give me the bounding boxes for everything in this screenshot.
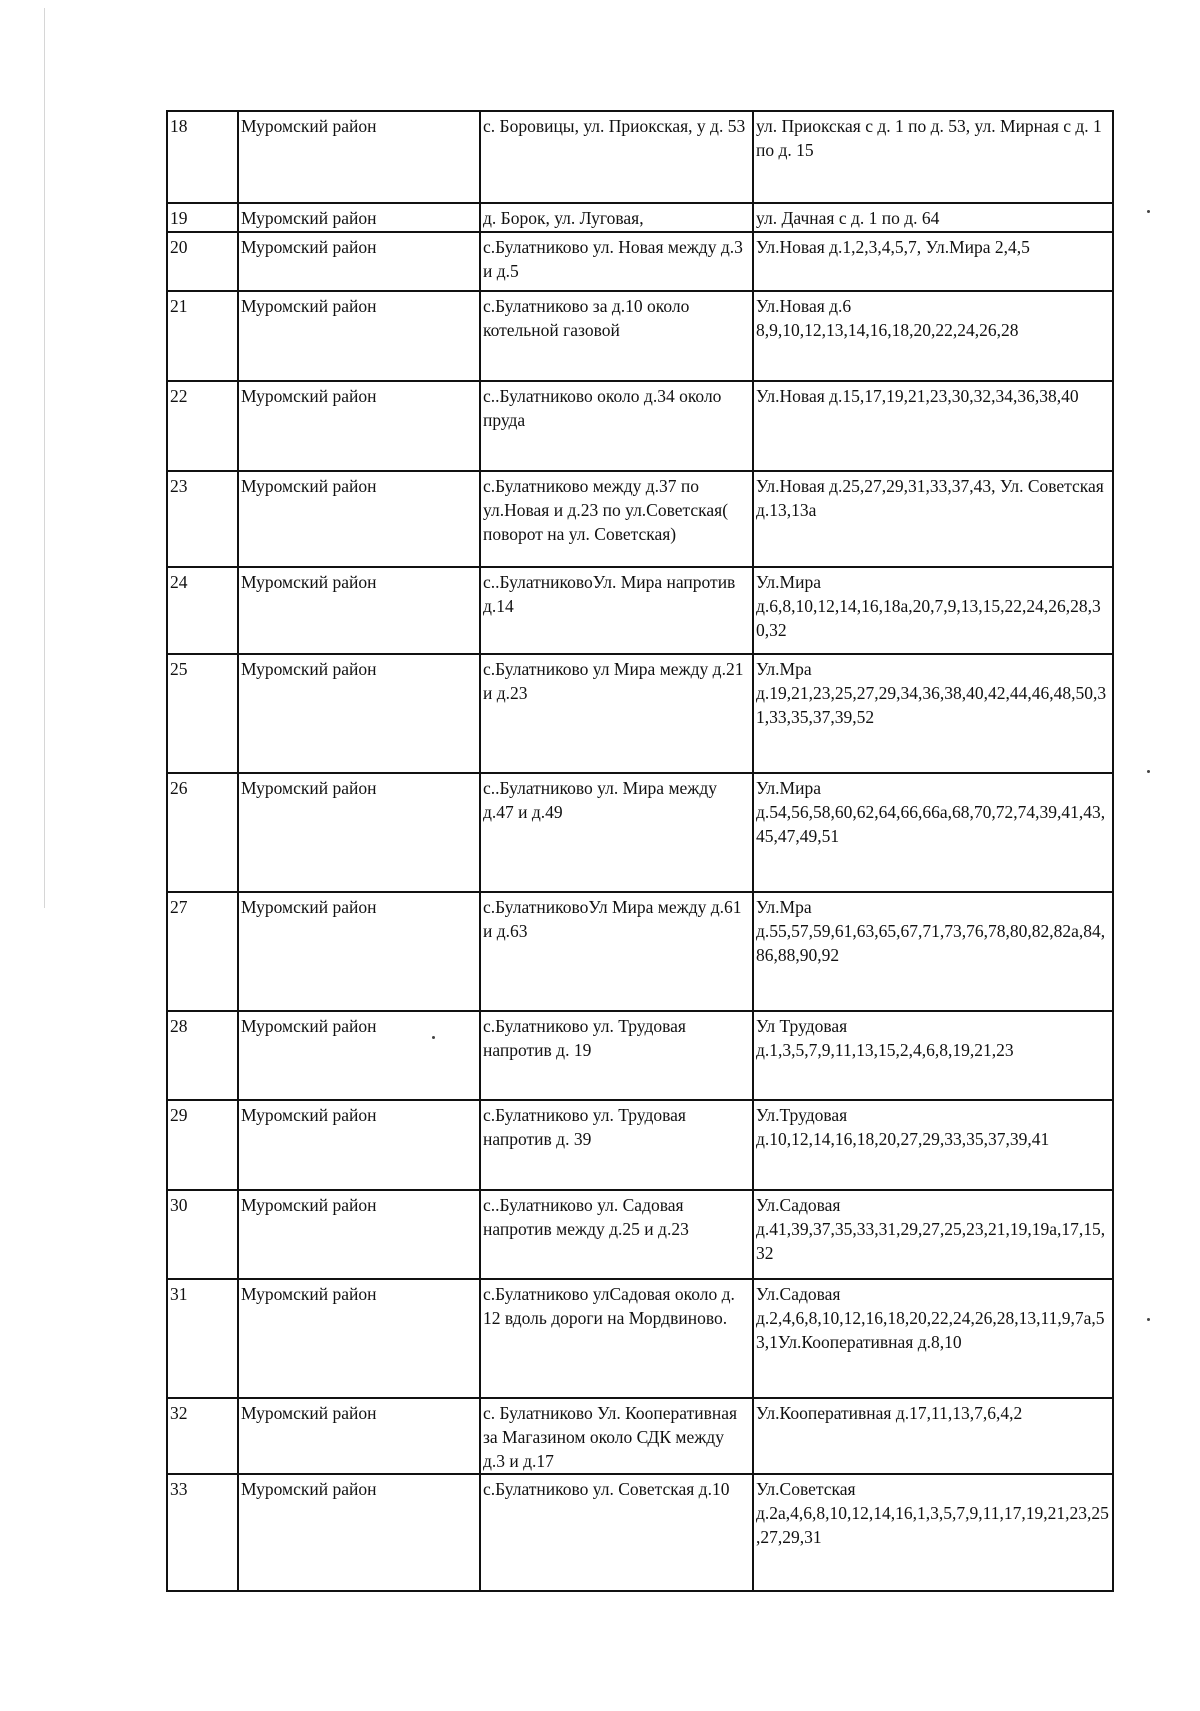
table-row (167, 471, 1113, 567)
district-cell: Муромский район (238, 203, 480, 232)
location-cell: с.БулатниковоУл Мира между д.61 и д.63 (480, 892, 753, 1011)
scan-speck (1147, 1318, 1150, 1321)
row-number: 21 (167, 291, 238, 381)
table-row (167, 111, 1113, 203)
district-cell: Муромский район (238, 1190, 480, 1279)
location-cell: с..Булатниково ул. Садовая напротив между д.25 и д.23 (480, 1190, 753, 1279)
row-number: 25 (167, 654, 238, 773)
district-cell: Муромский район (238, 892, 480, 1011)
location-cell: с.Булатниково ул. Трудовая напротив д. 39 (480, 1100, 753, 1190)
district-cell: Муромский район (238, 291, 480, 381)
table-row (167, 291, 1113, 381)
table-row (167, 203, 1113, 232)
location-cell: с. Боровицы, ул. Приокская, у д. 53 (480, 111, 753, 203)
district-cell: Муромский район (238, 654, 480, 773)
district-cell: Муромский район (238, 1011, 480, 1100)
addresses-cell: Ул.Мра д.55,57,59,61,63,65,67,71,73,76,78,80,82,82а,84,86,88,90,92 (753, 892, 1113, 1011)
location-cell: с.Булатниково ул. Новая между д.3 и д.5 (480, 232, 753, 291)
table-row (167, 1100, 1113, 1190)
addresses-cell: Ул.Мира д.54,56,58,60,62,64,66,66а,68,70,72,74,39,41,43,45,47,49,51 (753, 773, 1113, 892)
addresses-cell: Ул Трудовая д.1,3,5,7,9,11,13,15,2,4,6,8,19,21,23 (753, 1011, 1113, 1100)
row-number: 22 (167, 381, 238, 471)
row-number: 19 (167, 203, 238, 232)
location-cell: с.Булатниково между д.37 по ул.Новая и д.23 по ул.Советская( поворот на ул. Советская) (480, 471, 753, 567)
addresses-cell: Ул.Новая д.6 8,9,10,12,13,14,16,18,20,22,24,26,28 (753, 291, 1113, 381)
district-cell: Муромский район (238, 381, 480, 471)
row-number: 26 (167, 773, 238, 892)
table-row (167, 773, 1113, 892)
table-row (167, 1190, 1113, 1279)
table-row (167, 1279, 1113, 1398)
table-row (167, 654, 1113, 773)
addresses-cell: Ул.Новая д.25,27,29,31,33,37,43, Ул. Советская д.13,13а (753, 471, 1113, 567)
district-cell: Муромский район (238, 567, 480, 654)
district-cell: Муромский район (238, 471, 480, 567)
location-cell: с.Булатниково улСадовая около д. 12 вдоль дороги на Мордвиново. (480, 1279, 753, 1398)
addresses-cell: Ул.Советская д.2а,4,6,8,10,12,14,16,1,3,5,7,9,11,17,19,21,23,25,27,29,31 (753, 1474, 1113, 1591)
addresses-cell: Ул.Новая д.1,2,3,4,5,7, Ул.Мира 2,4,5 (753, 232, 1113, 291)
location-cell: с..БулатниковоУл. Мира напротив д.14 (480, 567, 753, 654)
district-cell: Муромский район (238, 111, 480, 203)
row-number: 18 (167, 111, 238, 203)
row-number: 20 (167, 232, 238, 291)
row-number: 29 (167, 1100, 238, 1190)
table-row (167, 892, 1113, 1011)
row-number: 28 (167, 1011, 238, 1100)
district-cell: Муромский район (238, 1100, 480, 1190)
district-cell: Муромский район (238, 1474, 480, 1591)
location-cell: с.Булатниково ул Мира между д.21 и д.23 (480, 654, 753, 773)
locations-table (166, 110, 1114, 1592)
location-cell: с.Булатниково за д.10 около котельной газовой (480, 291, 753, 381)
district-cell: Муромский район (238, 1398, 480, 1474)
location-cell: с.Булатниково ул. Трудовая напротив д. 19 (480, 1011, 753, 1100)
location-cell: с..Булатниково около д.34 около пруда (480, 381, 753, 471)
scan-margin-line (44, 8, 45, 908)
row-number: 31 (167, 1279, 238, 1398)
table-row (167, 1011, 1113, 1100)
addresses-cell: Ул.Трудовая д.10,12,14,16,18,20,27,29,33,35,37,39,41 (753, 1100, 1113, 1190)
table-row (167, 1398, 1113, 1474)
location-cell: с. Булатниково Ул. Кооперативная за Магазином около СДК между д.3 и д.17 (480, 1398, 753, 1474)
row-number: 24 (167, 567, 238, 654)
table-row (167, 381, 1113, 471)
addresses-cell: Ул.Мира д.6,8,10,12,14,16,18а,20,7,9,13,15,22,24,26,28,30,32 (753, 567, 1113, 654)
row-number: 30 (167, 1190, 238, 1279)
row-number: 27 (167, 892, 238, 1011)
district-cell: Муромский район (238, 232, 480, 291)
addresses-cell: Ул.Садовая д.2,4,6,8,10,12,16,18,20,22,24,26,28,13,11,9,7а,53,1Ул.Кооперативная д.8,10 (753, 1279, 1113, 1398)
row-number: 23 (167, 471, 238, 567)
district-cell: Муромский район (238, 773, 480, 892)
addresses-cell: Ул.Новая д.15,17,19,21,23,30,32,34,36,38,40 (753, 381, 1113, 471)
location-cell: с..Булатниково ул. Мира между д.47 и д.49 (480, 773, 753, 892)
location-cell: д. Борок, ул. Луговая, (480, 203, 753, 232)
table-row (167, 232, 1113, 291)
district-cell: Муромский район (238, 1279, 480, 1398)
location-cell: с.Булатниково ул. Советская д.10 (480, 1474, 753, 1591)
addresses-cell: Ул.Кооперативная д.17,11,13,7,6,4,2 (753, 1398, 1113, 1474)
addresses-cell: Ул.Мра д.19,21,23,25,27,29,34,36,38,40,42,44,46,48,50,31,33,35,37,39,52 (753, 654, 1113, 773)
table-row (167, 1474, 1113, 1591)
row-number: 33 (167, 1474, 238, 1591)
scan-speck (1147, 210, 1150, 213)
addresses-cell: ул. Приокская с д. 1 по д. 53, ул. Мирная с д. 1 по д. 15 (753, 111, 1113, 203)
row-number: 32 (167, 1398, 238, 1474)
scan-speck (1147, 770, 1150, 773)
addresses-cell: Ул.Садовая д.41,39,37,35,33,31,29,27,25,23,21,19,19а,17,15,32 (753, 1190, 1113, 1279)
addresses-cell: ул. Дачная с д. 1 по д. 64 (753, 203, 1113, 232)
table-row (167, 567, 1113, 654)
